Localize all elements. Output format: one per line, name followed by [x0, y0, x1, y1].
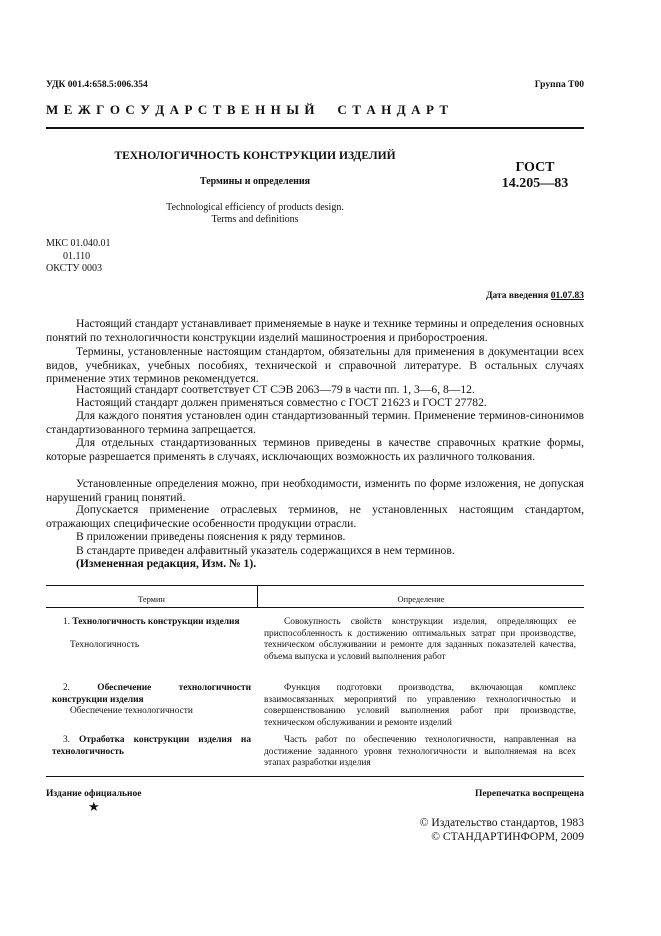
table-row-1-definition: Совокупность свойств конструкции изделия, определяющих ее приспособленность к достижению оптимальных затрат при производстве, техническом обслуживании и ремонте для заданных показателей качества, объема выпуска и условий выполнения работ	[264, 617, 576, 662]
table-header-rule	[46, 607, 584, 608]
paragraph-5: Для каждого понятия установлен один стандартизованный термин. Применение терминов-синонимов стандартизованного термина запрещается.	[46, 409, 584, 436]
table-row-1-term: 1. Технологичность конструкции изделия	[62, 617, 240, 627]
gost-label: ГОСТ	[515, 160, 555, 175]
document-title: ТЕХНОЛОГИЧНОСТЬ КОНСТРУКЦИИ ИЗДЕЛИЙ	[114, 149, 396, 162]
paragraph-10: В стандарте приведен алфавитный указатель содержащихся в нем терминов.	[76, 544, 455, 557]
paragraph-2: Термины, установленные настоящим стандартом, обязательны для применения в документации всех видов, учебниках, учебных пособиях, технической и справочной литературе. В остальных случаях применение этих терминов рекомендуется.	[46, 345, 584, 385]
copyright-publisher-1983: © Издательство стандартов, 1983	[419, 816, 584, 829]
paragraph-6: Для отдельных стандартизованных терминов приведены в качестве справочных краткие формы, которые разрешается применять в случаях, исключающих возможность их различного толкования.	[46, 436, 584, 463]
table-row-1-short: Технологичность	[70, 640, 140, 650]
reprint-prohibited: Перепечатка воспрещена	[474, 789, 584, 799]
paragraph-8: Допускается применение отраслевых терминов, не установленных настоящим стандартом, отражающих специфические особенности продукции отрасли.	[46, 503, 584, 530]
paragraph-7: Установленные определения можно, при необходимости, изменить по форме изложения, не допуская нарушений границ понятий.	[46, 477, 584, 504]
paragraph-3: Настоящий стандарт соответствует СТ СЭВ 2063—79 в части пп. 1, 3—6, 8—12.	[76, 383, 475, 396]
star-icon: ★	[88, 799, 100, 814]
introduction-date-value: 01.07.83	[550, 291, 584, 301]
introduction-date-label: Дата введения	[485, 291, 551, 301]
paragraph-9: В приложении приведены пояснения к ряду терминов.	[76, 530, 346, 543]
official-edition: Издание официальное	[46, 789, 142, 799]
table-row-2-term: 2. Обеспечение технологичности конструкции изделия	[52, 683, 252, 705]
table-row-2-definition: Функция подготовки производства, включающая комплекс взаимосвязанных мероприятий по управлению технологичностью и совершенствованию условий выполнения работ при производстве, техническом обслуживании и ремонте изделий	[264, 683, 576, 728]
udk-code: УДК 001.4:658.5:006.354	[46, 80, 148, 90]
table-col-term: Термин	[138, 595, 165, 604]
mks-code-2: 01.110	[63, 251, 91, 262]
paragraph-4: Настоящий стандарт должен применяться совместно с ГОСТ 21623 и ГОСТ 27782.	[76, 396, 487, 409]
table-col-definition: Определение	[397, 595, 445, 604]
header-rule	[46, 127, 584, 129]
table-row-3-term: 3. Отработка конструкции изделия на технологичность	[52, 735, 252, 757]
english-title-line2: Terms and definitions	[211, 214, 299, 225]
gost-number: 14.205—83	[501, 176, 569, 191]
okstu-code: ОКСТУ 0003	[46, 263, 103, 274]
document-subtitle: Термины и определения	[199, 176, 311, 187]
group-code: Группа Т00	[534, 80, 584, 90]
table-row-2-short: Обеспечение технологичности	[70, 706, 193, 716]
table-top-rule	[46, 585, 584, 586]
paragraph-1: Настоящий стандарт устанавливает применяемые в науке и технике термины и определения основных понятий по технологичности конструкции изделий машиностроения и приборостроения.	[46, 317, 584, 344]
table-row-3-definition: Часть работ по обеспечению технологичности, направленная на достижение заданного уровня технологичности и выполняемая на всех этапах разработки изделия	[264, 735, 576, 769]
introduction-date	[360, 291, 584, 301]
table-bottom-rule	[46, 776, 584, 777]
mks-code-1: МКС 01.040.01	[46, 238, 111, 249]
standard-banner: М Е Ж Г О С У Д А Р С Т В Е Н Н Ы Й С Т А Н Д А Р Т	[46, 102, 450, 117]
amendment-note: (Измененная редакция, Изм. № 1).	[76, 557, 257, 570]
copyright-standartinform-2009: © СТАНДАРТИНФОРМ, 2009	[431, 830, 584, 843]
english-title-line1: Technological efficiency of products design.	[166, 202, 344, 213]
